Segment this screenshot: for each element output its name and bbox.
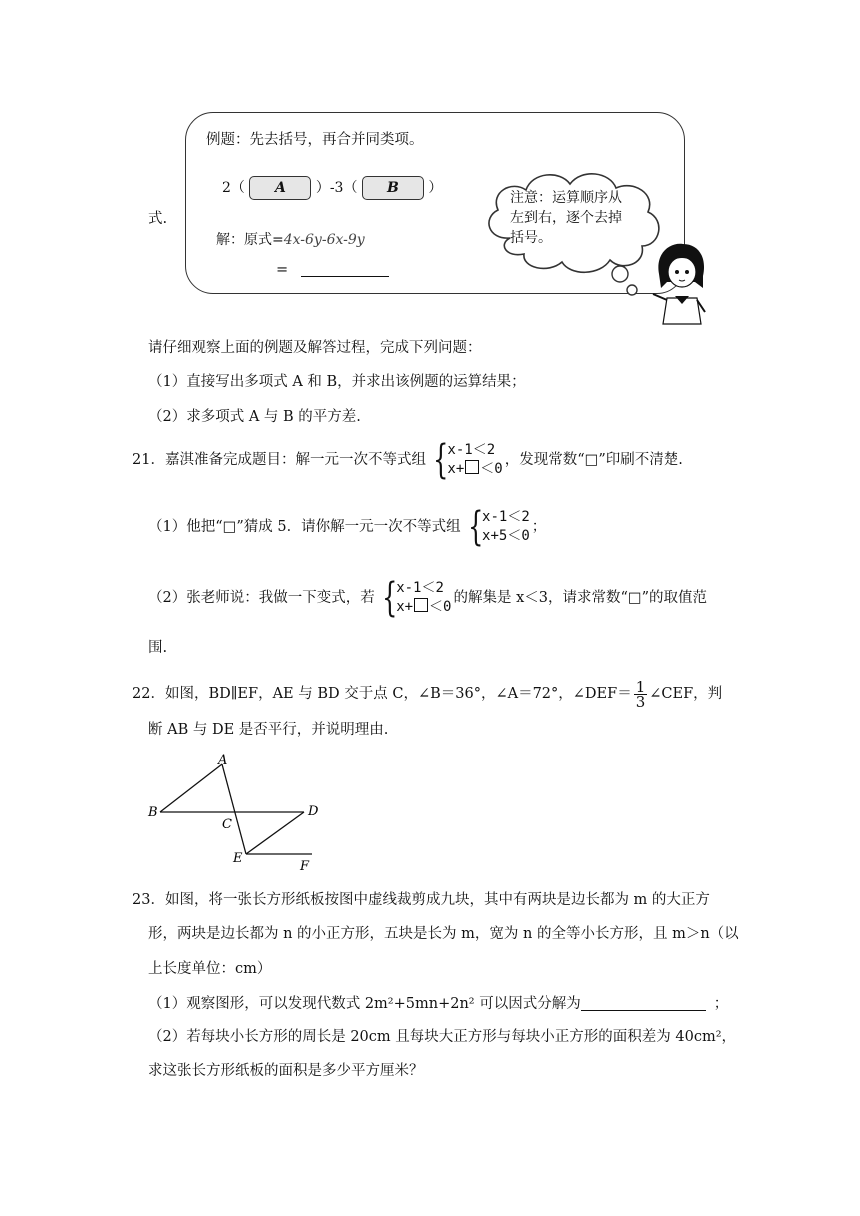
q21-part1-system: { x-1＜2 x+5＜0 [467, 504, 530, 550]
label-d: D [308, 804, 319, 819]
segment-ae [222, 764, 246, 854]
q22-geometry-figure [140, 748, 340, 876]
q20-intro: 请仔细观察上面的例题及解答过程，完成下列问题： [148, 340, 482, 356]
example-prefix: 式. [148, 211, 168, 227]
q23-part1: （1）观察图形，可以发现代数式 2m²+5mn+2n² 可以因式分解为 ； [148, 996, 729, 1012]
q20-part1: （1）直接写出多项式 A 和 B，并求出该例题的运算结果； [148, 374, 526, 390]
q21-stem: 21．嘉淇准备完成题目：解一元一次不等式组 { x-1＜2 x+ ＜0 ，发现常数“□”印刷不清楚. [132, 437, 683, 483]
segment-de [246, 812, 304, 854]
label-f: F [300, 859, 310, 874]
q21-part2-cont: 围. [148, 640, 168, 656]
pill-b: B [362, 176, 424, 200]
q21-part2: （2）张老师说：我做一下变式，若 { x-1＜2 x+ ＜0 的解集是 x＜3，请求常数“□”的取值范 [148, 575, 708, 621]
q23-part2: （2）若每块小长方形的周长是 20cm 且每块大正方形与每块小正方形的面积差为 40cm²， [148, 1029, 737, 1045]
q21-part2-system: { x-1＜2 x+ ＜0 [381, 575, 452, 621]
q21-system: { x-1＜2 x+ ＜0 [433, 437, 503, 483]
q21-part1: （1）他把“□”猜成 5．请你解一元一次不等式组 { x-1＜2 x+5＜0 ； [148, 504, 547, 550]
q23-line3: 上长度单位：cm） [148, 961, 272, 977]
solution-line: 解：原式=4x-6y-6x-9y [216, 232, 365, 248]
label-a: A [218, 753, 228, 768]
fraction-one-third: $\frac{1}{3}$ [635, 678, 646, 711]
solution-equals: = [276, 262, 389, 278]
q22-stem: 22．如图，BD∥EF，AE 与 BD 交于点 C，∠B＝36°，∠A＝72°，∠DEF＝ $\frac{1}{3}$ ∠CEF，判 [132, 678, 723, 711]
pill-a: A [249, 176, 311, 200]
note-text: 注意：运算顺序从 左到右，逐个去掉 括号。 [510, 190, 622, 246]
q20-part2: （2）求多项式 A 与 B 的平方差. [148, 409, 361, 425]
example-expression: 2（ A ）-3（ B ） [222, 176, 442, 200]
q23-line2: 形，两块是边长都为 n 的小正方形，五块是长为 m，宽为 n 的全等小长方形，且 m＞n（以 [148, 926, 739, 942]
label-b: B [148, 805, 158, 820]
example-title: 例题：先去括号，再合并同类项。 [206, 132, 424, 148]
q23-part2-cont: 求这张长方形纸板的面积是多少平方厘米？ [148, 1063, 424, 1079]
label-c: C [222, 817, 232, 832]
segment-ab [160, 764, 222, 812]
q22-stem-cont: 断 AB 与 DE 是否平行，并说明理由. [148, 722, 389, 738]
label-e: E [233, 851, 243, 866]
q23-line1: 23．如图，将一张长方形纸板按图中虚线裁剪成九块，其中有两块是边长都为 m 的大正方 [132, 892, 710, 908]
girl-illustration-icon [645, 238, 715, 328]
